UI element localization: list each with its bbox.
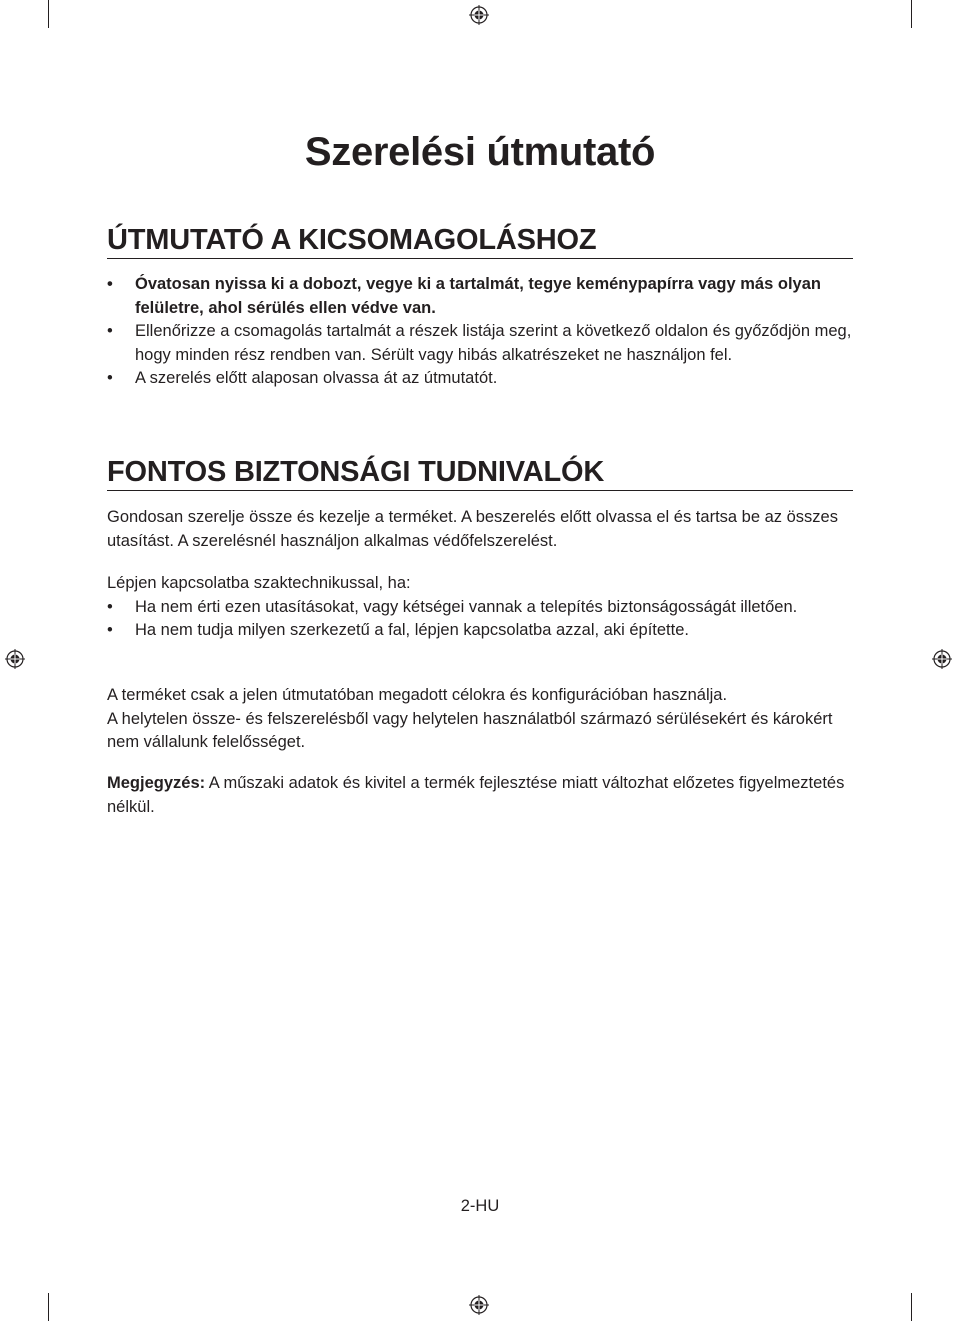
- unpacking-bullet-3: • A szerelés előtt alaposan olvassa át az útmutatót.: [107, 367, 853, 391]
- usage-text-1: A terméket csak a jelen útmutatóban megadott célokra és konfigurációban használja.: [107, 686, 728, 704]
- page-number: 2-HU: [460, 1197, 500, 1215]
- note-label: Megjegyzés:: [107, 774, 206, 792]
- note-block: [107, 772, 853, 819]
- unpacking-bullet-2: • Ellenőrizze a csomagolás tartalmát a részek listája szerint a következő oldalon és győződjön meg, hogy minden rész rendben van. Sérült vagy hibás alkatrészeket ne használjon fel.: [107, 320, 853, 367]
- registration-mark-top-icon: [469, 5, 489, 25]
- safety-intro: [107, 506, 853, 553]
- section-heading-safety: FONTOS BIZTONSÁGI TUDNIVALÓK: [107, 455, 853, 491]
- registration-mark-left-icon: [5, 649, 25, 669]
- unpacking-bullet-1: • Óvatosan nyissa ki a dobozt, vegye ki a tartalmát, tegye keménypapírra vagy más olyan felületre, ahol sérülés ellen védve van.: [107, 273, 853, 320]
- safety-intro-text: Gondosan szerelje össze és kezelje a terméket. A beszerelés előtt olvassa el és tartsa be az összes utasítást. A szerelésnél használjon alkalmas védőfelszerelést.: [107, 508, 838, 550]
- crop-mark-top-right: [911, 0, 912, 28]
- contact-lead-text: Lépjen kapcsolatba szaktechnikussal, ha:: [107, 574, 411, 592]
- usage-notice: [107, 684, 853, 755]
- usage-text-2: A helytelen össze- és felszerelésből vagy helytelen használatból származó sérülésekért és károkért nem vállalunk felelősséget.: [107, 709, 833, 751]
- registration-mark-right-icon: [932, 649, 952, 669]
- section-heading-unpacking: ÚTMUTATÓ A KICSOMAGOLÁSHOZ: [107, 223, 853, 259]
- crop-mark-bottom-right: [911, 1293, 912, 1321]
- crop-mark-top-left: [48, 0, 49, 28]
- safety-contact: [107, 572, 853, 643]
- registration-mark-bottom-icon: [469, 1295, 489, 1315]
- note-paragraph: [107, 772, 853, 819]
- page-title: Szerelési útmutató: [304, 130, 656, 174]
- note-text: A műszaki adatok és kivitel a termék fejlesztése miatt változhat előzetes figyelmeztetés nélkül.: [107, 774, 845, 816]
- contact-bullet-1: • Ha nem érti ezen utasításokat, vagy kétségei vannak a telepítés biztonságosságát illetően.: [107, 596, 853, 620]
- unpacking-bullet-list: [107, 273, 853, 391]
- contact-bullet-2: • Ha nem tudja milyen szerkezetű a fal, lépjen kapcsolatba azzal, aki építette.: [107, 619, 853, 643]
- crop-mark-bottom-left: [48, 1293, 49, 1321]
